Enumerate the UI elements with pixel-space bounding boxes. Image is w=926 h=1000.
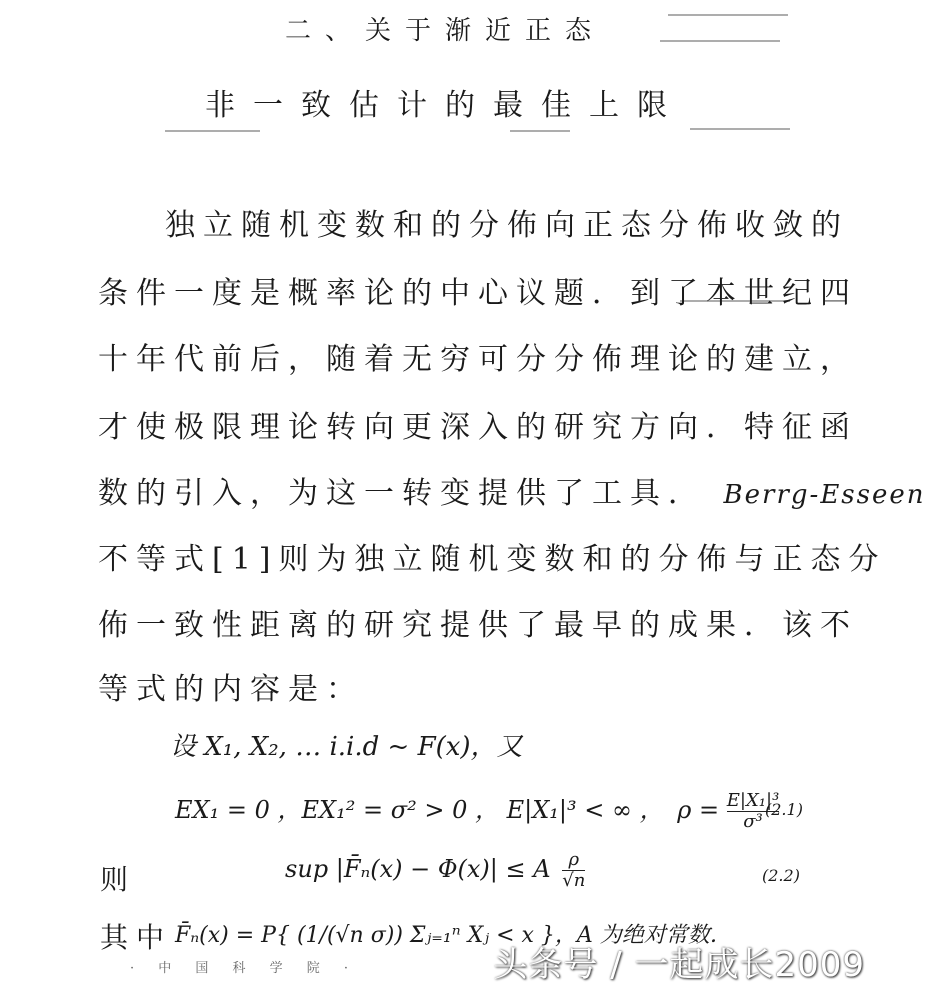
body-line-text: 数的引入，为这一转变提供了工具．	[98, 476, 706, 511]
body-line: 不等式[1]则为独立随机变数和的分佈与正态分	[98, 542, 887, 577]
equation-number: (2.1)	[765, 800, 803, 819]
equation-label: 则	[100, 863, 129, 896]
body-line: 条件一度是概率论的中心议题．到了本世纪四	[98, 276, 858, 311]
setup-line: 设 X₁, X₂, … i.i.d ~ F(x)，又	[170, 732, 523, 762]
body-line: 独立随机变数和的分佈向正态分佈收敛的	[165, 208, 849, 243]
rho-definition	[677, 791, 779, 832]
body-line: 十年代前后，随着无穷可分分佈理论的建立，	[98, 342, 858, 377]
equation-2-2-text: sup |F̄ₙ(x) − Φ(x)| ≤ A	[285, 855, 551, 883]
body-line: 等式的内容是：	[98, 672, 364, 707]
rho-lhs: ρ =	[677, 796, 720, 824]
bound-denominator: √n	[562, 870, 586, 891]
body-line: 佈一致性距离的研究提供了最早的成果．该不	[98, 608, 858, 643]
section-heading: 二、关于渐近正态	[284, 16, 605, 46]
berry-esseen-name: Berrg-Esseen	[723, 480, 926, 510]
body-line: 才使极限理论转向更深入的研究方向．特征函	[98, 410, 858, 445]
scan-artifact	[510, 130, 570, 132]
scan-artifact	[690, 128, 790, 130]
rho-numerator: E|X₁|³	[726, 790, 780, 811]
watermark: 头条号 / 一起成长2009	[493, 945, 865, 985]
bound-numerator: ρ	[562, 850, 585, 871]
equation-2-1	[175, 790, 779, 832]
equation-where: F̄ₙ(x) = P{ (1/(√n σ)) Σⱼ₌₁ⁿ Xⱼ < x }，A 为绝对常数．	[175, 923, 732, 948]
scan-artifact	[165, 130, 260, 132]
footer-stamp: · 中 国 科 学 院 ·	[130, 961, 359, 976]
body-line	[98, 468, 926, 512]
section-subtitle: 非一致估计的最佳上限	[205, 88, 685, 123]
bound-fraction	[562, 850, 585, 891]
rho-denominator: σ³	[743, 811, 763, 832]
equation-2-1-text: EX₁ = 0 ，EX₁² = σ² > 0 ， E|X₁|³ < ∞ ，	[175, 796, 664, 824]
equation-label: 其中	[100, 921, 173, 954]
equation-number: (2.2)	[762, 866, 800, 885]
equation-2-2	[285, 850, 585, 891]
